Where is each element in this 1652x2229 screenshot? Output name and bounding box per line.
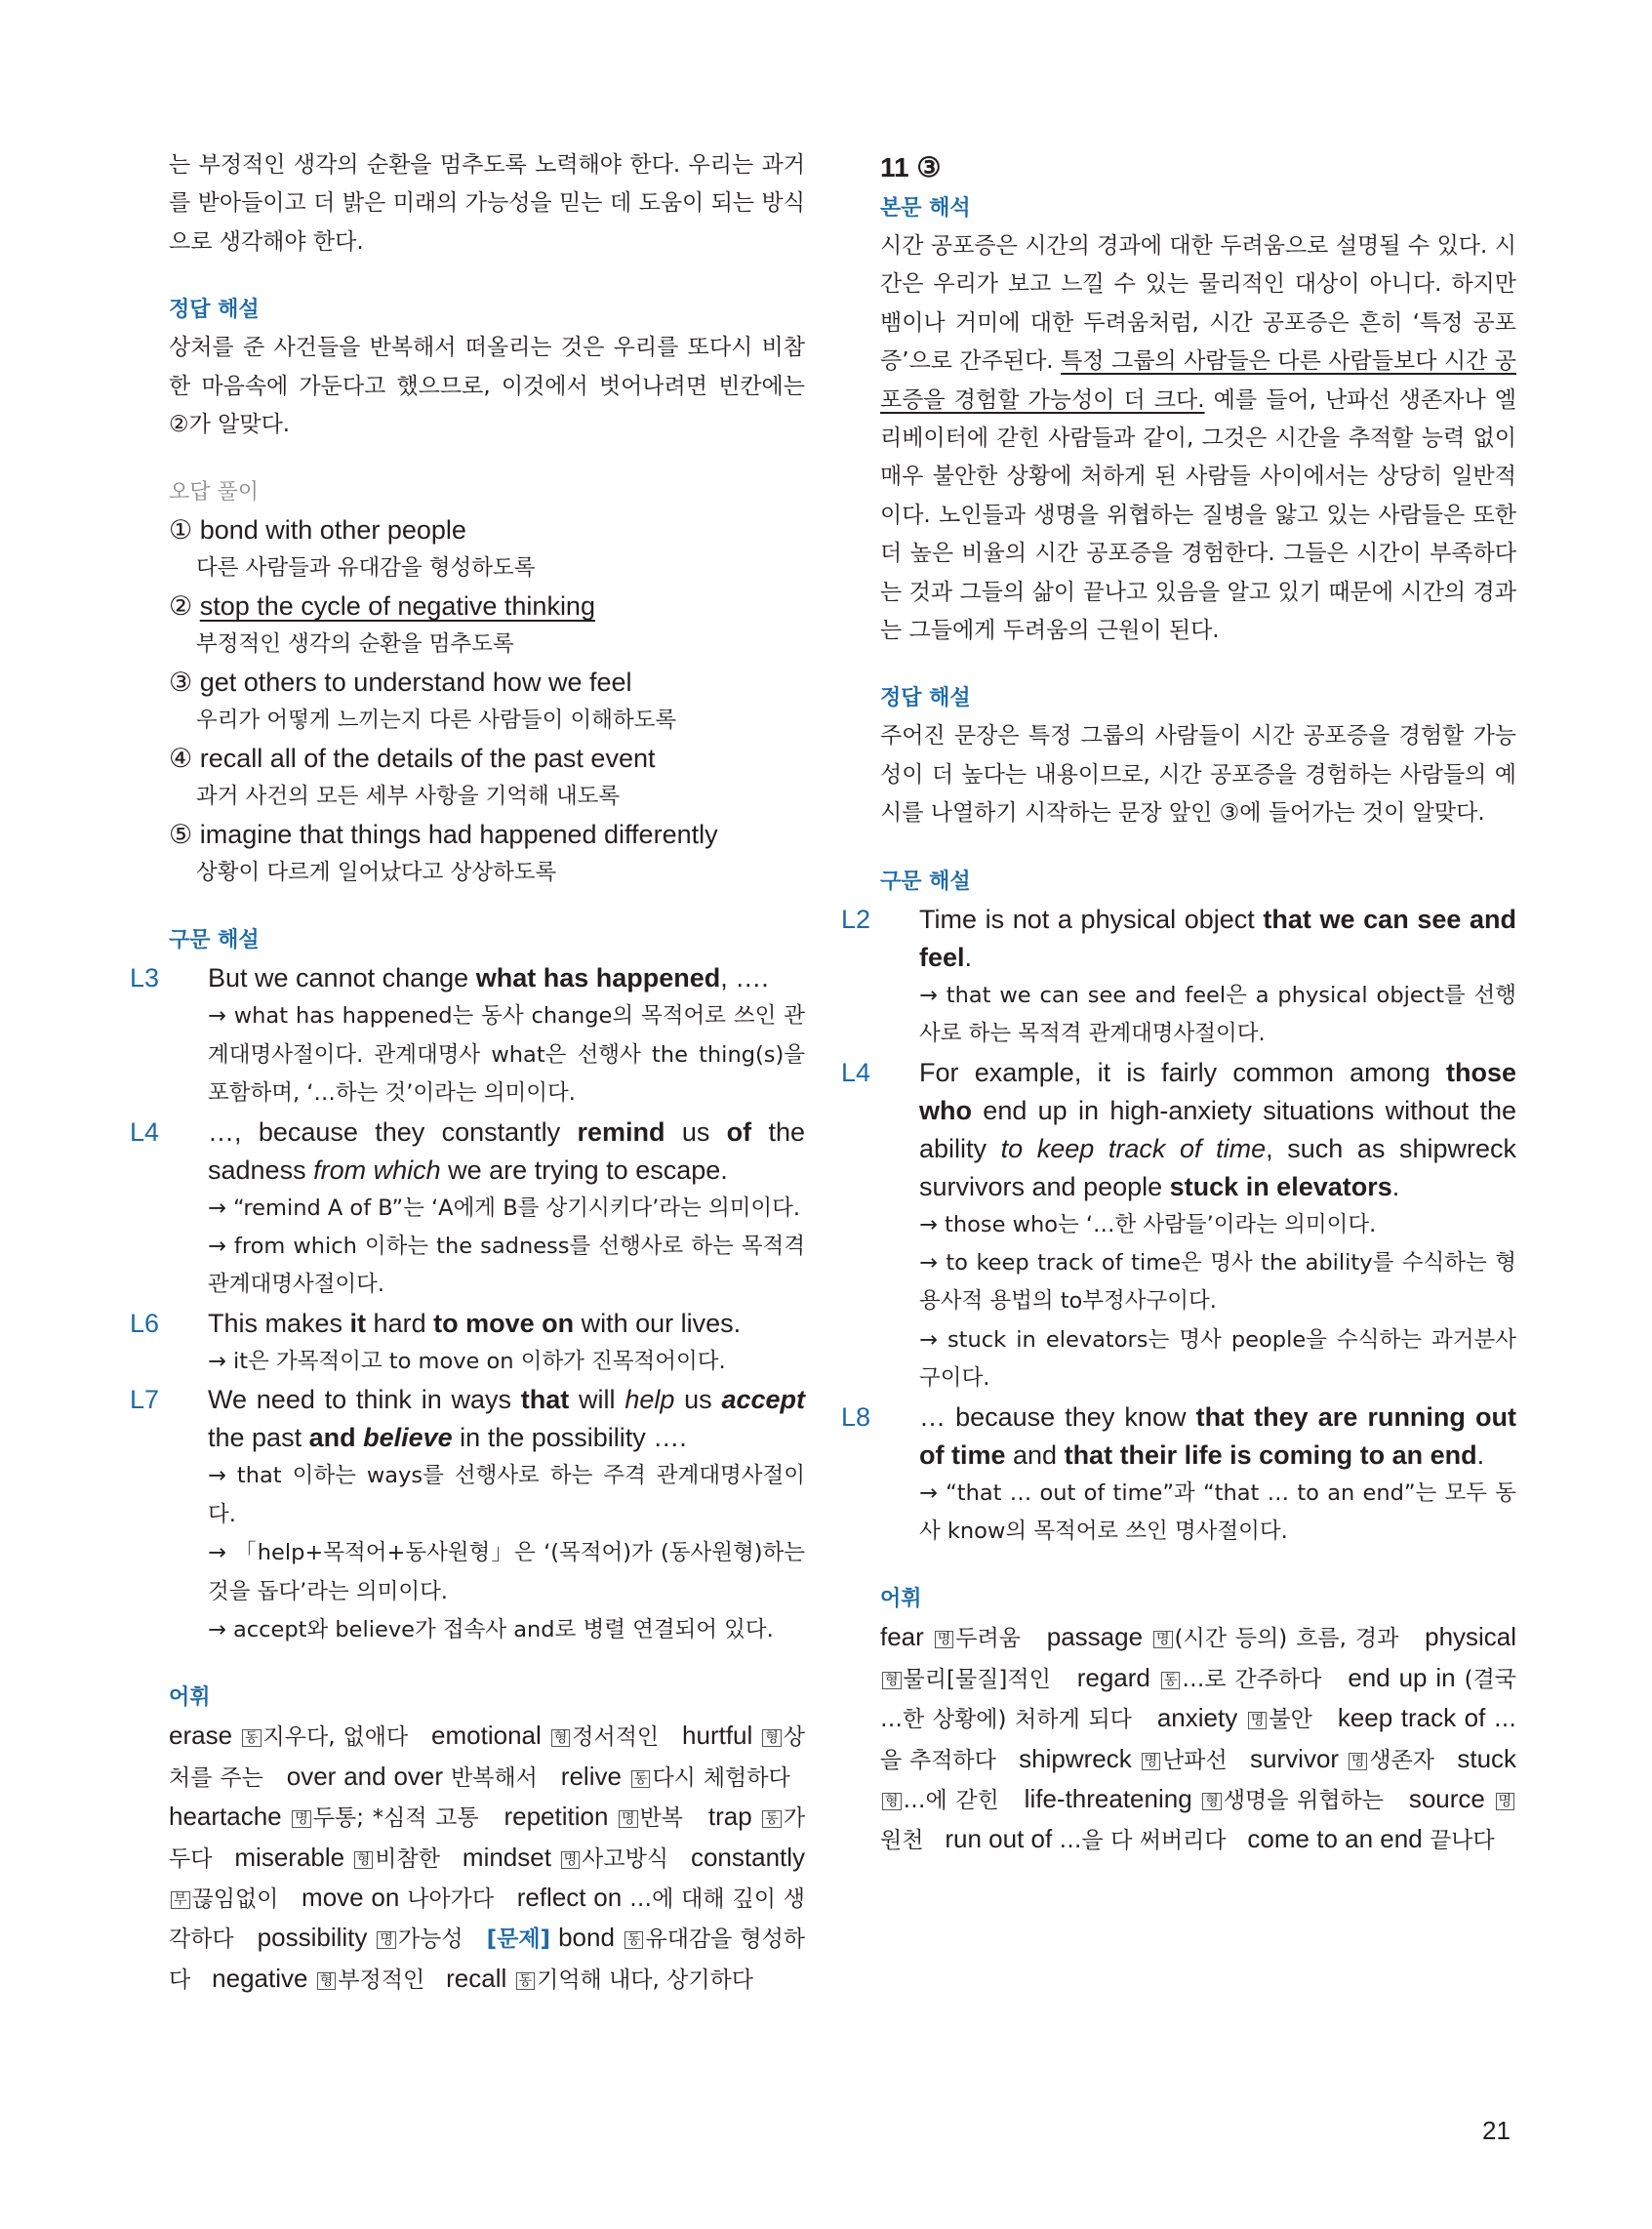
- answer-explanation-heading: 정답 해설: [880, 686, 971, 711]
- pos-badge: 동: [625, 1931, 644, 1949]
- answer-explanation-text: 상처를 준 사건들을 반복해서 떠올리는 것은 우리를 또다시 비참한 마음속에 가둔다고 했으므로, 이것에서 벗어나려면 빈칸에는 ②가 알맞다.: [169, 335, 805, 438]
- syntax-line-l2: L2 Time is not a physical object that we can see and feel.: [880, 901, 1516, 977]
- pos-badge: 동: [1161, 1672, 1181, 1689]
- vocab-entry: erase 동 지우다, 없애다: [169, 1721, 409, 1751]
- pos-badge: 동: [516, 1972, 536, 1990]
- pos-badge: 동: [631, 1770, 651, 1788]
- vocab-entry: relive 동 다시 체험하다: [560, 1761, 790, 1791]
- vocab-entry: source 명원천: [880, 1788, 1516, 1853]
- question-tag: [문제]: [486, 1926, 551, 1953]
- option-3-en: ③ get others to understand how we feel: [169, 668, 632, 698]
- syntax-line-l3: L3 But we cannot change what has happened, ….: [169, 959, 805, 997]
- vocab-entry: survivor 명 생존자: [1250, 1743, 1435, 1773]
- syntax-note: → what has happened는 동사 change의 목적어로 쓰인 관계대명사절이다. 관계대명사 what은 선행사 the thing(s)을 포함하며, ‘…하는 것’이라는 의미이다.: [208, 1003, 805, 1107]
- translation-text: 시간 공포증은 시간의 경과에 대한 두려움으로 설명될 수 있다. 시간은 우리가 보고 느낄 수 있는 물리적인 대상이 아니다. 하지만 뱀이나 거미에 대한 두려움처럼, 시간 공포증은 흔히 ‘특정 공포증’으로 간주된다. 특정 그룹의 사람들은 다른 사람들보다 시간 공포증을 경험할 가능성이 더 크다. 예를 들어, 난파선 생존자나 엘리베이터에 갇힌 사람들과 같이, 그것은 시간을 추적할 능력 없이 매우 불안한 상황에 처하게 된 사람들 사이에서는 상당히 일반적이다. 노인들과 생명을 위협하는 질병을 앓고 있는 사람들은 또한 더 높은 비율의 시간 공포증을 경험한다. 그들은 시간이 부족하다는 것과 그들의 삶이 끝나고 있음을 알고 있기 때문에 시간의 경과는 그들에게 두려움의 근원이 된다.: [880, 233, 1517, 644]
- pos-badge: 부: [171, 1891, 190, 1909]
- vocab-entry: heartache 명 두통; *심적 고통: [169, 1802, 479, 1832]
- syntax-note: → that we can see and feel은 a physical object를 선행사로 하는 목적격 관계대명사절이다.: [919, 982, 1516, 1047]
- line-label: L3: [130, 963, 160, 993]
- syntax-heading: 구문 해설: [169, 928, 260, 953]
- syntax-line-l7: L7 We need to think in ways that will help us accept the past and believe in the possibility ….: [169, 1381, 805, 1457]
- pos-badge: 형: [354, 1851, 374, 1869]
- option-4-en: ④ recall all of the details of the past event: [169, 744, 656, 774]
- pos-badge: 형: [551, 1729, 571, 1747]
- vocab-entry: repetition 명 반복: [504, 1802, 684, 1832]
- page-number: 21: [1482, 2116, 1511, 2145]
- vocab-entry: passage 명 (시간 등의) 흐름, 경과: [1046, 1622, 1399, 1652]
- vocab-entry: possibility 명 가능성: [257, 1923, 463, 1953]
- left-column: [130, 146, 806, 2000]
- option-4-ko: 과거 사건의 모든 세부 사항을 기억해 내도록: [196, 784, 621, 810]
- option-2-num: ②: [169, 591, 200, 622]
- vocabulary-heading: 어휘: [880, 1587, 922, 1612]
- pos-badge: 명: [1153, 1631, 1173, 1648]
- syntax-note: → from which 이하는 the sadness를 선행사로 하는 목적격 관계대명사절이다.: [208, 1234, 805, 1298]
- pos-badge: 동: [242, 1729, 262, 1747]
- vocab-entry: keep track of …을 추적하다: [880, 1703, 1516, 1773]
- vocab-entry: reflect on …에 대해 깊이 생각하다: [169, 1882, 806, 1953]
- vocab-entry: move on 나아가다: [302, 1882, 495, 1912]
- vocab-entry: physical 형 물리[물질]적인: [880, 1626, 1516, 1691]
- pos-badge: 명: [1248, 1712, 1268, 1729]
- syntax-note: → it은 가목적이고 to move on 이하가 진목적어이다.: [208, 1348, 726, 1374]
- syntax-note: → accept와 believe가 접속사 and로 병렬 연결되어 있다.: [208, 1616, 774, 1642]
- vocab-entry: over and over 반복해서: [286, 1761, 538, 1791]
- pos-badge: 동: [762, 1810, 782, 1828]
- pos-badge: 형: [1202, 1793, 1222, 1810]
- vocab-entry: [문제] bond 동 유대감을 형성하다: [169, 1923, 806, 1993]
- option-1-en: ① bond with other people: [169, 515, 466, 546]
- intro-paragraph: 는 부정적인 생각의 순환을 멈추도록 노력해야 한다. 우리는 과거를 받아들이고 더 밝은 미래의 가능성을 믿는 데 도움이 되는 방식으로 생각해야 한다.: [169, 152, 805, 255]
- vocab-entry: constantly 부 끊임없이: [169, 1846, 805, 1912]
- pos-badge: 명: [1496, 1793, 1515, 1810]
- syntax-heading: 구문 해설: [880, 869, 971, 894]
- option-list: [169, 511, 805, 892]
- wrong-answers-heading: 오답 풀이: [169, 480, 260, 506]
- vocab-entry: run out of …을 다 써버리다: [945, 1824, 1227, 1854]
- syntax-note: → “that … out of time”과 “that … to an end”는 모두 동사 know의 목적어로 쓰인 명사절이다.: [919, 1479, 1516, 1544]
- pos-badge: 명: [561, 1851, 581, 1869]
- syntax-note: → “remind A of B”는 ‘A에게 B를 상기시키다’라는 의미이다.: [208, 1195, 801, 1221]
- syntax-note: → 「help+목적어+동사원형」은 ‘(목적어)가 (동사원형)하는 것을 돕다’라는 의미이다.: [208, 1540, 805, 1604]
- syntax-note: → to keep track of time은 명사 the ability를 수식하는 형용사적 용법의 to부정사구이다.: [919, 1249, 1516, 1315]
- option-5-ko: 상황이 다르게 일어났다고 상상하도록: [196, 860, 557, 886]
- pos-badge: 형: [762, 1729, 782, 1747]
- option-2-ko: 부정적인 생각의 순환을 멈추도록: [196, 631, 514, 658]
- vocab-entry: fear 명 두려움: [880, 1622, 1021, 1652]
- pos-badge: 명: [1142, 1753, 1161, 1770]
- syntax-note: → those who는 ‘…한 사람들’이라는 의미이다.: [919, 1211, 1377, 1237]
- vocab-entry: shipwreck 명 난파선: [1019, 1743, 1228, 1773]
- line-label: L4: [841, 1057, 871, 1087]
- line-label: L8: [841, 1401, 871, 1432]
- right-column: [841, 146, 1517, 1861]
- pos-badge: 형: [882, 1793, 902, 1810]
- vocab-entry: miserable 형 비참한: [234, 1842, 440, 1872]
- syntax-line-l8: L8 … because they know that they are running out of time and that their life is coming to an end.: [880, 1398, 1516, 1475]
- option-1-ko: 다른 사람들과 유대감을 형성하도록: [196, 555, 536, 582]
- vocab-entry: anxiety 명 불안: [1156, 1703, 1312, 1733]
- vocab-entry: regard 동 …로 간주하다: [1076, 1662, 1322, 1692]
- answer-explanation-text: 주어진 문장은 특정 그룹의 사람들이 시간 공포증을 경험할 가능성이 더 높다는 내용이므로, 시간 공포증을 경험하는 사람들의 예시를 나열하기 시작하는 문장 앞인 ③에 들어가는 것이 알맞다.: [880, 723, 1516, 827]
- underlined-sentence: 특정 그룹의 사람들은 다른 사람들보다 시간 공포증을 경험할 가능성이 더 크다.: [880, 348, 1516, 413]
- vocab-entry: come to an end 끝나다: [1247, 1824, 1495, 1854]
- vocab-entry: hurtful 형 상처를 주는: [169, 1721, 806, 1791]
- vocab-entry: recall 동 기억해 내다, 상기하다: [446, 1963, 754, 1993]
- vocab-entry: end up in (결국 …한 상황에) 처하게 되다: [880, 1662, 1517, 1733]
- line-label: L4: [130, 1116, 160, 1147]
- line-label: L6: [130, 1308, 160, 1338]
- pos-badge: 형: [882, 1672, 902, 1689]
- line-label: L2: [841, 904, 871, 934]
- question-number: 11 ③: [880, 152, 942, 182]
- vocabulary-list-right: [880, 1618, 1516, 1860]
- pos-badge: 형: [317, 1972, 337, 1990]
- vocab-entry: life-threatening 형 생명을 위협하는: [1024, 1783, 1384, 1813]
- vocab-entry: stuck 형 …에 갇힌: [880, 1748, 1516, 1813]
- option-2-text: stop the cycle of negative thinking: [199, 591, 595, 622]
- pos-badge: 명: [377, 1931, 396, 1949]
- line-label: L7: [130, 1385, 160, 1415]
- option-2-en: [169, 588, 805, 626]
- pos-badge: 명: [619, 1810, 638, 1828]
- vocab-entry: trap 동 가두다: [169, 1802, 806, 1872]
- vocab-entry: emotional 형 정서적인: [431, 1721, 660, 1751]
- vocabulary-heading: 어휘: [169, 1685, 211, 1711]
- pos-badge: 명: [292, 1810, 311, 1828]
- option-3-ko: 우리가 어떻게 느끼는지 다른 사람들이 이해하도록: [196, 708, 677, 734]
- vocab-entry: negative 형 부정적인: [212, 1963, 425, 1993]
- syntax-line-l4: L4 For example, it is fairly common among those who end up in high-anxiety situations without the ability to keep track of time, such as shipwreck survivors and people stuck in elevators.: [880, 1054, 1516, 1206]
- syntax-note: → stuck in elevators는 명사 people을 수식하는 과거분사구이다.: [919, 1326, 1516, 1392]
- syntax-line-l4: L4 …, because they constantly remind us of the sadness from which we are trying to escape.: [169, 1114, 805, 1190]
- pos-badge: 명: [935, 1631, 954, 1648]
- translation-heading: 본문 해석: [880, 196, 971, 221]
- vocabulary-list-left: [169, 1717, 805, 2000]
- syntax-line-l6: L6 This makes it hard to move on with our lives.: [169, 1305, 805, 1343]
- answer-explanation-heading: 정답 해설: [169, 298, 260, 323]
- option-5-en: ⑤ imagine that things had happened differently: [169, 820, 718, 850]
- syntax-note: → that 이하는 ways를 선행사로 하는 주격 관계대명사절이다.: [208, 1463, 805, 1527]
- vocab-entry: mindset 명 사고방식: [462, 1842, 669, 1872]
- pos-badge: 명: [1349, 1753, 1368, 1770]
